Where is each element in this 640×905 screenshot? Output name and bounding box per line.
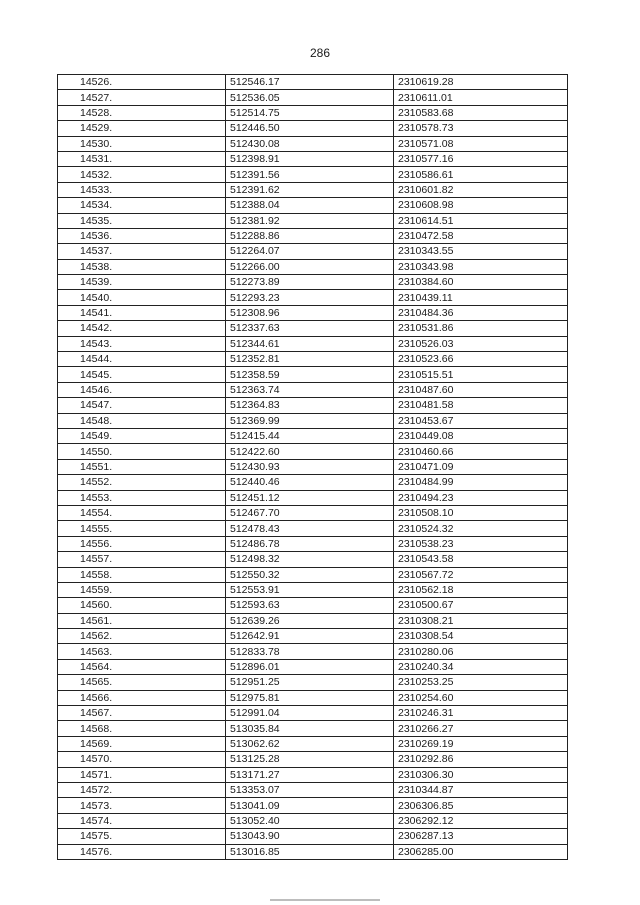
point-number-cell: 14537. (58, 244, 226, 259)
y-coordinate-cell: 2310515.51 (394, 367, 568, 382)
point-number-cell: 14553. (58, 490, 226, 505)
x-coordinate-cell: 512550.32 (226, 567, 394, 582)
table-row (58, 829, 568, 844)
point-number-cell: 14568. (58, 721, 226, 736)
y-coordinate-cell: 2310269.19 (394, 736, 568, 751)
y-coordinate-cell: 2310583.68 (394, 105, 568, 120)
y-coordinate-cell: 2306292.12 (394, 813, 568, 828)
table-row (58, 367, 568, 382)
table-row (58, 644, 568, 659)
point-number-cell: 14562. (58, 629, 226, 644)
x-coordinate-cell: 512273.89 (226, 275, 394, 290)
table-row (58, 598, 568, 613)
x-coordinate-cell: 513041.09 (226, 798, 394, 813)
x-coordinate-cell: 513052.40 (226, 813, 394, 828)
y-coordinate-cell: 2310619.28 (394, 75, 568, 90)
y-coordinate-cell: 2310240.34 (394, 659, 568, 674)
x-coordinate-cell: 512896.01 (226, 659, 394, 674)
x-coordinate-cell: 512498.32 (226, 552, 394, 567)
y-coordinate-cell: 2310460.66 (394, 444, 568, 459)
point-number-cell: 14527. (58, 90, 226, 105)
y-coordinate-cell: 2310280.06 (394, 644, 568, 659)
table-row (58, 459, 568, 474)
point-number-cell: 14576. (58, 844, 226, 859)
y-coordinate-cell: 2310614.51 (394, 213, 568, 228)
y-coordinate-cell: 2310578.73 (394, 121, 568, 136)
x-coordinate-cell: 512369.99 (226, 413, 394, 428)
y-coordinate-cell: 2310266.27 (394, 721, 568, 736)
point-number-cell: 14540. (58, 290, 226, 305)
point-number-cell: 14534. (58, 198, 226, 213)
point-number-cell: 14535. (58, 213, 226, 228)
y-coordinate-cell: 2310246.31 (394, 706, 568, 721)
x-coordinate-cell: 512975.81 (226, 690, 394, 705)
y-coordinate-cell: 2310449.08 (394, 428, 568, 443)
x-coordinate-cell: 512593.63 (226, 598, 394, 613)
y-coordinate-cell: 2310508.10 (394, 505, 568, 520)
x-coordinate-cell: 512266.00 (226, 259, 394, 274)
x-coordinate-cell: 512288.86 (226, 228, 394, 243)
y-coordinate-cell: 2310608.98 (394, 198, 568, 213)
point-number-cell: 14539. (58, 275, 226, 290)
point-number-cell: 14547. (58, 398, 226, 413)
y-coordinate-cell: 2310524.32 (394, 521, 568, 536)
x-coordinate-cell: 512308.96 (226, 305, 394, 320)
table-row (58, 567, 568, 582)
y-coordinate-cell: 2310308.21 (394, 613, 568, 628)
point-number-cell: 14564. (58, 659, 226, 674)
table-row (58, 505, 568, 520)
table-row (58, 90, 568, 105)
page-number: 286 (309, 46, 331, 60)
x-coordinate-cell: 512415.44 (226, 428, 394, 443)
y-coordinate-cell: 2310543.58 (394, 552, 568, 567)
point-number-cell: 14549. (58, 428, 226, 443)
y-coordinate-cell: 2310343.98 (394, 259, 568, 274)
point-number-cell: 14528. (58, 105, 226, 120)
point-number-cell: 14533. (58, 182, 226, 197)
table-row (58, 275, 568, 290)
table-row (58, 428, 568, 443)
y-coordinate-cell: 2306287.13 (394, 829, 568, 844)
x-coordinate-cell: 512546.17 (226, 75, 394, 90)
x-coordinate-cell: 512639.26 (226, 613, 394, 628)
point-number-cell: 14531. (58, 151, 226, 166)
point-number-cell: 14529. (58, 121, 226, 136)
point-number-cell: 14550. (58, 444, 226, 459)
point-number-cell: 14572. (58, 782, 226, 797)
table-row (58, 675, 568, 690)
x-coordinate-cell: 512264.07 (226, 244, 394, 259)
table-row (58, 244, 568, 259)
x-coordinate-cell: 512381.92 (226, 213, 394, 228)
table-row (58, 582, 568, 597)
table-row (58, 75, 568, 90)
point-number-cell: 14566. (58, 690, 226, 705)
x-coordinate-cell: 512951.25 (226, 675, 394, 690)
point-number-cell: 14559. (58, 582, 226, 597)
y-coordinate-cell: 2310484.36 (394, 305, 568, 320)
table-row (58, 151, 568, 166)
x-coordinate-cell: 512388.04 (226, 198, 394, 213)
x-coordinate-cell: 512430.08 (226, 136, 394, 151)
point-number-cell: 14551. (58, 459, 226, 474)
point-number-cell: 14526. (58, 75, 226, 90)
y-coordinate-cell: 2310254.60 (394, 690, 568, 705)
y-coordinate-cell: 2310472.58 (394, 228, 568, 243)
point-number-cell: 14545. (58, 367, 226, 382)
x-coordinate-cell: 513043.90 (226, 829, 394, 844)
table-row (58, 490, 568, 505)
y-coordinate-cell: 2306306.85 (394, 798, 568, 813)
point-number-cell: 14573. (58, 798, 226, 813)
x-coordinate-cell: 512991.04 (226, 706, 394, 721)
point-number-cell: 14561. (58, 613, 226, 628)
table-row (58, 352, 568, 367)
point-number-cell: 14569. (58, 736, 226, 751)
x-coordinate-cell: 513035.84 (226, 721, 394, 736)
table-row (58, 444, 568, 459)
point-number-cell: 14563. (58, 644, 226, 659)
point-number-cell: 14565. (58, 675, 226, 690)
point-number-cell: 14560. (58, 598, 226, 613)
y-coordinate-cell: 2306285.00 (394, 844, 568, 859)
table-row (58, 105, 568, 120)
table-row (58, 398, 568, 413)
point-number-cell: 14556. (58, 536, 226, 551)
y-coordinate-cell: 2310611.01 (394, 90, 568, 105)
point-number-cell: 14543. (58, 336, 226, 351)
point-number-cell: 14544. (58, 352, 226, 367)
x-coordinate-cell: 512352.81 (226, 352, 394, 367)
y-coordinate-cell: 2310308.54 (394, 629, 568, 644)
y-coordinate-cell: 2310571.08 (394, 136, 568, 151)
table-row (58, 721, 568, 736)
table-row (58, 736, 568, 751)
point-number-cell: 14574. (58, 813, 226, 828)
point-number-cell: 14575. (58, 829, 226, 844)
x-coordinate-cell: 512337.63 (226, 321, 394, 336)
coordinates-table-body (58, 75, 568, 860)
table-row (58, 213, 568, 228)
y-coordinate-cell: 2310531.86 (394, 321, 568, 336)
table-row (58, 536, 568, 551)
table-row (58, 413, 568, 428)
point-number-cell: 14570. (58, 752, 226, 767)
x-coordinate-cell: 512422.60 (226, 444, 394, 459)
y-coordinate-cell: 2310577.16 (394, 151, 568, 166)
x-coordinate-cell: 512440.46 (226, 475, 394, 490)
point-number-cell: 14571. (58, 767, 226, 782)
point-number-cell: 14536. (58, 228, 226, 243)
table-row (58, 121, 568, 136)
table-row (58, 752, 568, 767)
point-number-cell: 14548. (58, 413, 226, 428)
table-row (58, 629, 568, 644)
y-coordinate-cell: 2310343.55 (394, 244, 568, 259)
table-row (58, 198, 568, 213)
coordinates-table (57, 74, 568, 860)
point-number-cell: 14530. (58, 136, 226, 151)
table-row (58, 182, 568, 197)
y-coordinate-cell: 2310538.23 (394, 536, 568, 551)
y-coordinate-cell: 2310471.09 (394, 459, 568, 474)
y-coordinate-cell: 2310601.82 (394, 182, 568, 197)
y-coordinate-cell: 2310494.23 (394, 490, 568, 505)
table-row (58, 321, 568, 336)
table-row (58, 659, 568, 674)
point-number-cell: 14542. (58, 321, 226, 336)
table-row (58, 305, 568, 320)
point-number-cell: 14532. (58, 167, 226, 182)
x-coordinate-cell: 512536.05 (226, 90, 394, 105)
y-coordinate-cell: 2310481.58 (394, 398, 568, 413)
table-row (58, 259, 568, 274)
x-coordinate-cell: 512293.23 (226, 290, 394, 305)
x-coordinate-cell: 513125.28 (226, 752, 394, 767)
x-coordinate-cell: 512451.12 (226, 490, 394, 505)
table-row (58, 521, 568, 536)
x-coordinate-cell: 512833.78 (226, 644, 394, 659)
x-coordinate-cell: 512446.50 (226, 121, 394, 136)
x-coordinate-cell: 512344.61 (226, 336, 394, 351)
x-coordinate-cell: 512364.83 (226, 398, 394, 413)
y-coordinate-cell: 2310253.25 (394, 675, 568, 690)
point-number-cell: 14567. (58, 706, 226, 721)
point-number-cell: 14557. (58, 552, 226, 567)
table-row (58, 813, 568, 828)
table-row (58, 290, 568, 305)
table-row (58, 475, 568, 490)
table-row (58, 690, 568, 705)
y-coordinate-cell: 2310306.30 (394, 767, 568, 782)
point-number-cell: 14558. (58, 567, 226, 582)
y-coordinate-cell: 2310344.87 (394, 782, 568, 797)
table-row (58, 798, 568, 813)
bottom-divider (270, 899, 380, 901)
table-row (58, 782, 568, 797)
x-coordinate-cell: 512467.70 (226, 505, 394, 520)
table-row (58, 382, 568, 397)
table-row (58, 167, 568, 182)
y-coordinate-cell: 2310439.11 (394, 290, 568, 305)
y-coordinate-cell: 2310292.86 (394, 752, 568, 767)
y-coordinate-cell: 2310453.67 (394, 413, 568, 428)
x-coordinate-cell: 512430.93 (226, 459, 394, 474)
table-row (58, 136, 568, 151)
x-coordinate-cell: 512398.91 (226, 151, 394, 166)
x-coordinate-cell: 512478.43 (226, 521, 394, 536)
y-coordinate-cell: 2310567.72 (394, 567, 568, 582)
x-coordinate-cell: 512363.74 (226, 382, 394, 397)
table-row (58, 706, 568, 721)
x-coordinate-cell: 513016.85 (226, 844, 394, 859)
x-coordinate-cell: 513353.07 (226, 782, 394, 797)
y-coordinate-cell: 2310484.99 (394, 475, 568, 490)
x-coordinate-cell: 512553.91 (226, 582, 394, 597)
table-row (58, 613, 568, 628)
point-number-cell: 14554. (58, 505, 226, 520)
point-number-cell: 14538. (58, 259, 226, 274)
point-number-cell: 14546. (58, 382, 226, 397)
x-coordinate-cell: 513171.27 (226, 767, 394, 782)
point-number-cell: 14541. (58, 305, 226, 320)
table-row (58, 844, 568, 859)
x-coordinate-cell: 512391.62 (226, 182, 394, 197)
x-coordinate-cell: 512514.75 (226, 105, 394, 120)
x-coordinate-cell: 512486.78 (226, 536, 394, 551)
x-coordinate-cell: 512391.56 (226, 167, 394, 182)
y-coordinate-cell: 2310526.03 (394, 336, 568, 351)
y-coordinate-cell: 2310487.60 (394, 382, 568, 397)
point-number-cell: 14555. (58, 521, 226, 536)
y-coordinate-cell: 2310523.66 (394, 352, 568, 367)
x-coordinate-cell: 512642.91 (226, 629, 394, 644)
table-row (58, 767, 568, 782)
table-row (58, 552, 568, 567)
y-coordinate-cell: 2310384.60 (394, 275, 568, 290)
y-coordinate-cell: 2310500.67 (394, 598, 568, 613)
table-row (58, 336, 568, 351)
table-row (58, 228, 568, 243)
point-number-cell: 14552. (58, 475, 226, 490)
x-coordinate-cell: 512358.59 (226, 367, 394, 382)
y-coordinate-cell: 2310586.61 (394, 167, 568, 182)
x-coordinate-cell: 513062.62 (226, 736, 394, 751)
y-coordinate-cell: 2310562.18 (394, 582, 568, 597)
